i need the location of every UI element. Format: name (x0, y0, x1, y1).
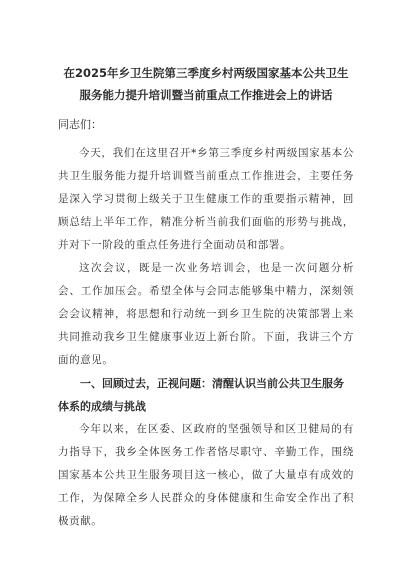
body-paragraph: 今天，我们在这里召开*乡第三季度乡村两级国家基本公共卫生服务能力提升培训暨当前重点工作推进会，主要任务是深入学习贯彻上级关于卫生健康工作的重要指示精神，回顾总结上半年工作，精准分析当前我们面临的形势与挑战，并对下一阶段的重点任务进行全面动员和部署。 (58, 147, 354, 251)
section-heading: 一、回顾过去，正视问题：清醒认识当前公共卫生服务体系的成绩与挑战 (58, 377, 344, 413)
section-paragraph: 今年以来，在区委、区政府的坚强领导和区卫健局的有力指导下，我乡全体医务工作者恪尽职守、辛勤工作，围绕国家基本公共卫生服务项目这一核心，做了大量卓有成效的工作，为保障全乡人民群众的身体健康和生命安全作出了积极贡献。 (58, 423, 354, 527)
salutation: 同志们： (58, 118, 102, 131)
body-paragraph: 这次会议，既是一次业务培训会，也是一次问题分析会、工作加压会。希望全体与会同志能够集中精力，深刻领会会议精神，将思想和行动统一到乡卫生院的决策部署上来共同推动我乡卫生健康事业迈上新台阶。下面，我讲三个方面的意见。 (58, 262, 354, 366)
document-title: 在2025年乡卫生院第三季度乡村两级国家基本公共卫生服务能力提升培训暨当前重点工作推进会上的讲话 (63, 66, 349, 102)
